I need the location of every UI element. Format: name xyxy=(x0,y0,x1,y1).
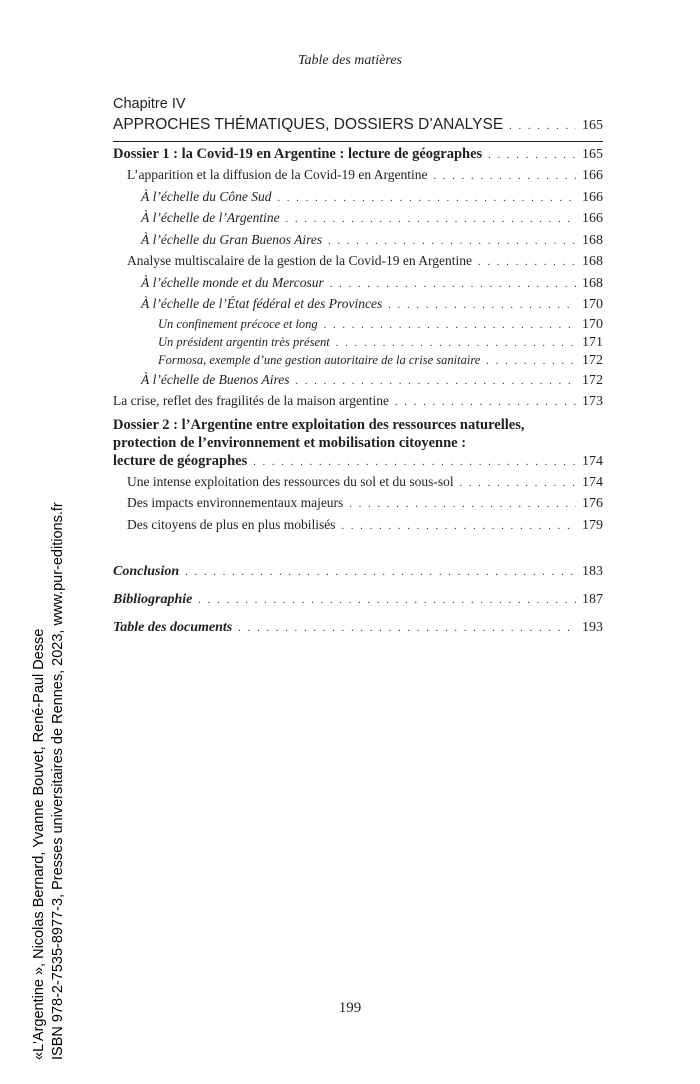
dot-leader xyxy=(509,116,576,138)
dot-leader xyxy=(277,189,576,209)
entry-text: Analyse multiscalaire de la gestion de la Covid-19 en Argentine xyxy=(127,253,473,268)
entry-text: À l’échelle de l’État fédéral et des Provinces xyxy=(141,296,383,311)
dot-leader xyxy=(478,253,576,273)
table-of-contents xyxy=(113,94,603,642)
page-ref: 179 xyxy=(582,517,603,533)
dossier-2-title-line-2: protection de l’environnement et mobilisation citoyenne : xyxy=(113,434,467,451)
entry-text: Une intense exploitation des ressources du sol et du sous-sol xyxy=(127,473,454,489)
side-note-line-2: ISBN 978-2-7535-8977-3, Presses universitaires de Rennes, 2023, www.pur-editions.fr xyxy=(50,502,66,1060)
toc-entry xyxy=(113,230,603,252)
page-ref: 172 xyxy=(582,372,603,388)
toc-entry xyxy=(113,352,603,370)
dot-leader xyxy=(185,559,576,586)
page-ref: 170 xyxy=(582,297,603,312)
toc-entry xyxy=(113,493,603,515)
entry-text: Un confinement précoce et long xyxy=(158,316,318,331)
dot-leader xyxy=(460,474,576,494)
dossier-2-title-line-1: Dossier 2 : l’Argentine entre exploitation des ressources naturelles, xyxy=(113,416,525,433)
toc-entry-conclusion xyxy=(113,558,603,586)
chapter-rule xyxy=(113,141,603,142)
dot-leader xyxy=(238,615,576,642)
toc-entry xyxy=(113,472,603,494)
page-number: 199 xyxy=(338,1000,362,1016)
dossier-1-title: Dossier 1 : la Covid-19 en Argentine : lecture de géographes xyxy=(113,146,483,162)
entry-text: Bibliographie xyxy=(113,592,193,607)
toc-entry xyxy=(113,187,603,209)
page-ref: 174 xyxy=(582,453,603,469)
page-ref: 168 xyxy=(582,275,603,291)
entry-text: À l’échelle de Buenos Aires xyxy=(141,371,290,387)
page-ref: 173 xyxy=(582,394,603,409)
dot-leader xyxy=(336,335,576,352)
entry-text: La crise, reflet des fragilités de la maison argentine xyxy=(113,393,390,408)
running-head: Table des matières xyxy=(298,53,402,68)
page-ref: 170 xyxy=(582,316,603,332)
page-ref: 168 xyxy=(582,254,603,269)
entry-text: À l’échelle du Gran Buenos Aires xyxy=(141,231,323,247)
page-ref: 168 xyxy=(582,232,603,248)
dot-leader xyxy=(286,210,576,230)
entry-text: Des citoyens de plus en plus mobilisés xyxy=(127,516,336,532)
page-ref: 174 xyxy=(582,474,603,490)
page-ref: 183 xyxy=(582,564,603,579)
toc-entry xyxy=(113,165,603,187)
dossier-2-title-line-3: lecture de géographes xyxy=(113,452,248,469)
toc-entry-dossier-2 xyxy=(113,452,603,472)
toc-entry-bibliographie xyxy=(113,586,603,614)
dot-leader xyxy=(349,495,576,515)
toc-entry-table-des-documents xyxy=(113,614,603,642)
dot-leader xyxy=(198,587,576,614)
dot-leader xyxy=(330,275,576,295)
back-matter xyxy=(113,558,603,642)
entry-text: À l’échelle du Cône Sud xyxy=(141,188,272,204)
page-ref: 171 xyxy=(582,334,603,350)
dot-leader xyxy=(488,146,576,165)
toc-entry xyxy=(113,515,603,537)
toc-entry xyxy=(113,370,603,392)
page-ref: 187 xyxy=(582,592,603,607)
entry-text: Formosa, exemple d’une gestion autoritaire de la crise sanitaire xyxy=(158,352,481,367)
dot-leader xyxy=(395,393,576,413)
page-ref: 166 xyxy=(582,211,603,226)
entry-text: Conclusion xyxy=(113,564,180,579)
page-ref: 166 xyxy=(582,189,603,205)
dot-leader xyxy=(486,353,576,370)
entry-text: Table des documents xyxy=(113,620,233,635)
page-ref: 165 xyxy=(582,147,603,162)
page-ref: 176 xyxy=(582,496,603,511)
chapter-label: Chapitre IV xyxy=(113,96,186,112)
dot-leader xyxy=(253,453,576,472)
page-ref: 166 xyxy=(582,168,603,183)
toc-entry xyxy=(113,251,603,273)
dot-leader xyxy=(433,167,576,187)
page-ref: 172 xyxy=(582,352,603,368)
page-ref: 165 xyxy=(582,118,603,133)
entry-text: Un président argentin très présent xyxy=(158,334,330,349)
chapter-title: APPROCHES THÉMATIQUES, DOSSIERS D’ANALYSE xyxy=(113,116,504,133)
entry-text: À l’échelle de l’Argentine xyxy=(141,210,280,225)
side-note-line-1: «L'Argentine », Nicolas Bernard, Yvanne Bouvet, René-Paul Desse xyxy=(31,628,47,1060)
toc-entry xyxy=(113,294,603,316)
page-ref: 193 xyxy=(582,620,603,635)
entry-text: À l’échelle monde et du Mercosur xyxy=(141,274,324,290)
toc-entry xyxy=(113,334,603,352)
toc-entry xyxy=(113,273,603,295)
dot-leader xyxy=(341,517,576,537)
toc-entry-dossier-1 xyxy=(113,145,603,165)
dot-leader xyxy=(388,296,576,316)
entry-text: L’apparition et la diffusion de la Covid-19 en Argentine xyxy=(127,167,428,182)
entry-text: Des impacts environnementaux majeurs xyxy=(127,495,344,510)
dot-leader xyxy=(324,317,576,334)
toc-entry xyxy=(113,208,603,230)
dot-leader xyxy=(328,232,576,252)
toc-entry-chapter-title xyxy=(113,114,603,138)
dot-leader xyxy=(295,372,576,392)
toc-entry xyxy=(113,316,603,334)
toc-entry xyxy=(113,391,603,413)
